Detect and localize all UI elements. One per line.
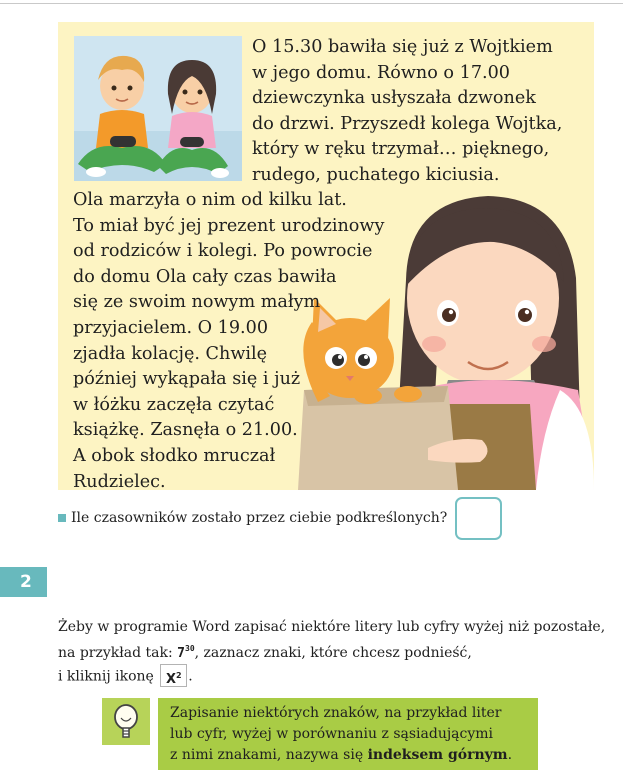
story-text-upper xyxy=(252,35,562,189)
exercise-number: 2 xyxy=(0,567,47,597)
story-line: Rudzielec. xyxy=(73,471,166,490)
story-line: To miał być jej prezent urodzinowy xyxy=(73,215,385,236)
tip-term: indeksem górnym xyxy=(367,747,508,763)
story-line: A obok słodko mruczał xyxy=(73,445,276,466)
example-sup: 30 xyxy=(185,644,195,653)
kids-gaming-illustration xyxy=(74,36,242,181)
square-bullet-icon xyxy=(58,514,66,522)
story-line: w jego domu. Równo o 17.00 xyxy=(252,62,510,83)
story-line: przyjacielem. O 19.00 xyxy=(73,317,269,338)
story-line: Ola marzyła o nim od kilku lat. xyxy=(73,190,347,210)
story-line: do drzwi. Przyszedł kolega Wojtka, xyxy=(252,113,563,134)
icon-base: X xyxy=(165,672,176,687)
tip-line: Zapisanie niektórych znaków, na przykład liter xyxy=(170,705,502,721)
instruction-line: Żeby w programie Word zapisać niektóre litery lub cyfry wyżej niż pozostałe, xyxy=(58,619,606,635)
exercise-instructions xyxy=(58,616,605,688)
icon-sup: 2 xyxy=(176,671,182,680)
instruction-line xyxy=(58,638,605,665)
instruction-text: na przykład tak: xyxy=(58,645,178,661)
tip-icon-box xyxy=(102,698,150,745)
story-text-lower xyxy=(73,188,384,490)
example-base: 7 xyxy=(177,646,185,661)
story-line: się ze swoim nowym małym xyxy=(73,292,321,313)
lightbulb-icon xyxy=(102,698,150,745)
story-line: książkę. Zasnęła o 21.00. xyxy=(73,420,298,441)
story-line: w łóżku zaczęła czytać xyxy=(73,394,275,415)
superscript-example xyxy=(177,646,194,661)
story-line: do domu Ola cały czas bawiła xyxy=(73,266,337,287)
tip-line: lub cyfr, wyżej w porównaniu z sąsiadującymi xyxy=(170,726,494,742)
instruction-text: , zaznacz znaki, które chcesz podnieść, xyxy=(194,645,472,661)
story-line: później wykąpała się i już xyxy=(73,369,301,390)
question-text: Ile czasowników zostało przez ciebie podkreślonych? xyxy=(71,510,448,526)
tip-text: z nimi znakami, nazywa się xyxy=(170,747,368,763)
instruction-line xyxy=(58,665,605,688)
story-panel xyxy=(58,22,594,490)
tip-line xyxy=(170,745,538,766)
story-line: zjadła kolację. Chwilę xyxy=(73,343,268,364)
superscript-button-icon xyxy=(160,664,187,687)
story-line: rudego, puchatego kiciusia. xyxy=(252,164,500,185)
tip-text: . xyxy=(507,747,513,763)
story-line: O 15.30 bawiła się już z Wojtkiem xyxy=(252,37,553,57)
story-line: dziewczynka usłyszała dzwonek xyxy=(252,88,536,109)
instruction-text: i kliknij ikonę xyxy=(58,668,159,685)
instruction-text: . xyxy=(188,668,193,685)
tip-text-box xyxy=(158,698,538,770)
story-line: od rodziców i kolegi. Po powrocie xyxy=(73,241,373,262)
answer-box[interactable] xyxy=(455,497,502,540)
story-line: który w ręku trzymał… pięknego, xyxy=(252,139,550,160)
top-rule xyxy=(0,3,623,4)
question xyxy=(58,510,447,526)
